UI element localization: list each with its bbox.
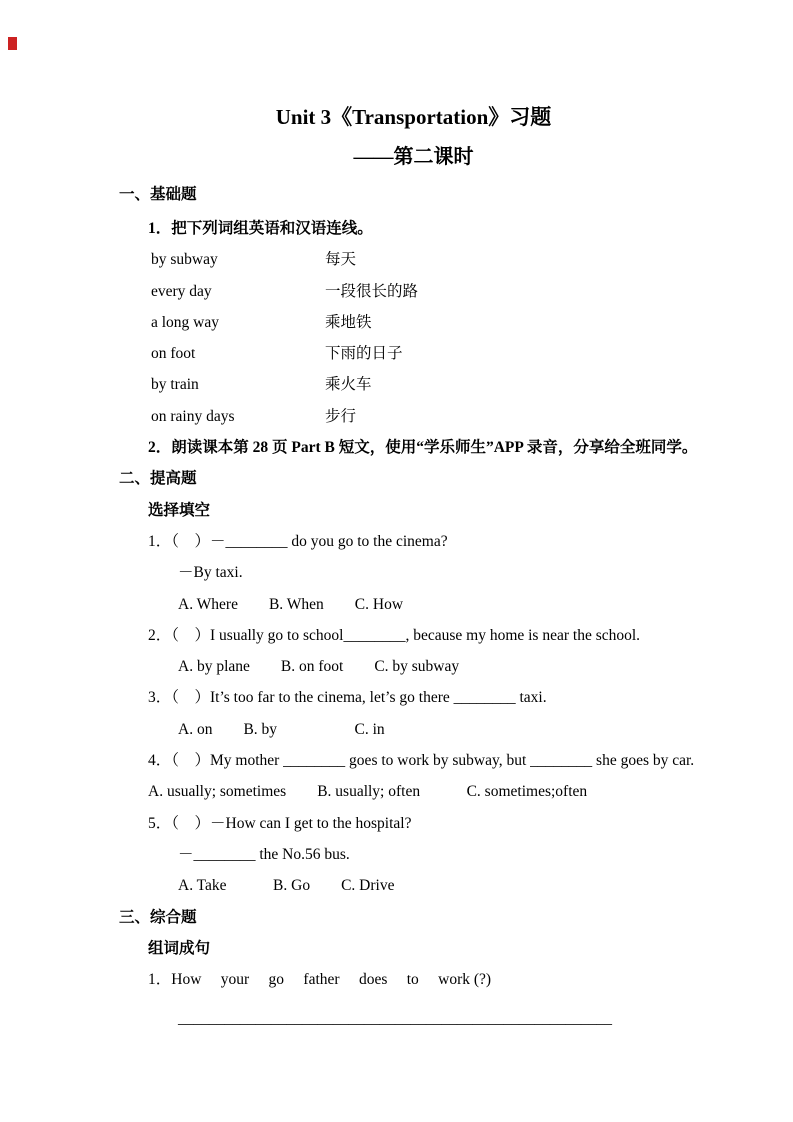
matching-english: by train	[151, 376, 199, 394]
question-options: A. on B. by C. in	[178, 720, 385, 738]
question-line: －By taxi.	[178, 564, 243, 582]
matching-english: a long way	[151, 313, 220, 331]
matching-chinese: 下雨的日子	[325, 345, 403, 363]
matching-row	[119, 369, 708, 400]
section-advanced	[119, 463, 708, 901]
matching-row	[119, 307, 708, 338]
matching-row	[119, 244, 708, 275]
section-basics	[119, 177, 708, 463]
question-line: 2．（ ）I usually go to school________, because my home is near the school.	[148, 626, 641, 644]
section-1-heading: 一、基础题	[119, 186, 197, 203]
question-line: 1．How your go father does to work (?)	[148, 971, 492, 989]
matching-row	[119, 401, 708, 432]
section-2-heading: 二、提高题	[119, 470, 197, 488]
matching-chinese: 一段很长的路	[325, 282, 419, 300]
matching-row	[119, 338, 708, 369]
section-1-task-1: 1．把下列词组英语和汉语连线。	[148, 220, 373, 237]
matching-english: by subway	[151, 251, 218, 269]
question-options: A. usually; sometimes B. usually; often C. sometimes;often	[148, 783, 588, 801]
matching-english: on foot	[151, 345, 196, 363]
matching-row	[119, 276, 708, 307]
section-comprehensive	[119, 902, 708, 1030]
question-line: 5．（ ）－How can I get to the hospital?	[148, 814, 412, 832]
matching-chinese: 每天	[325, 251, 357, 269]
question-line: 1．（ ）－________ do you go to the cinema?	[148, 532, 448, 550]
answer-blank-line: ________________________________________________________	[178, 1010, 612, 1028]
question-options: A. Where B. When C. How	[178, 595, 404, 613]
corner-mark	[8, 37, 17, 50]
section-2-subheading: 选择填空	[148, 501, 211, 519]
matching-english: on rainy days	[151, 407, 235, 425]
section-1-task-2: 2．朗读课本第 28 页 Part B 短文，使用“学乐师生”APP 录音，分享给全班同学。	[148, 439, 698, 457]
question-line: 3．（ ）It’s too far to the cinema, let’s go there ________ taxi.	[148, 689, 547, 707]
matching-chinese: 步行	[325, 407, 357, 425]
matching-chinese: 乘火车	[325, 376, 372, 394]
question-options: A. by plane B. on foot C. by subway	[178, 658, 460, 676]
document-title: Unit 3《Transportation》习题	[275, 105, 552, 129]
section-3-heading: 三、综合题	[119, 908, 197, 926]
matching-english: every day	[151, 282, 212, 300]
question-line: －________ the No.56 bus.	[178, 845, 350, 863]
question-options: A. Take B. Go C. Drive	[178, 877, 395, 895]
section-3-subheading: 组词成句	[148, 939, 211, 957]
question-line: 4．（ ）My mother ________ goes to work by subway, but ________ she goes by car.	[148, 752, 695, 770]
matching-chinese: 乘地铁	[325, 313, 372, 331]
document-subtitle: ——第二课时	[353, 146, 474, 168]
